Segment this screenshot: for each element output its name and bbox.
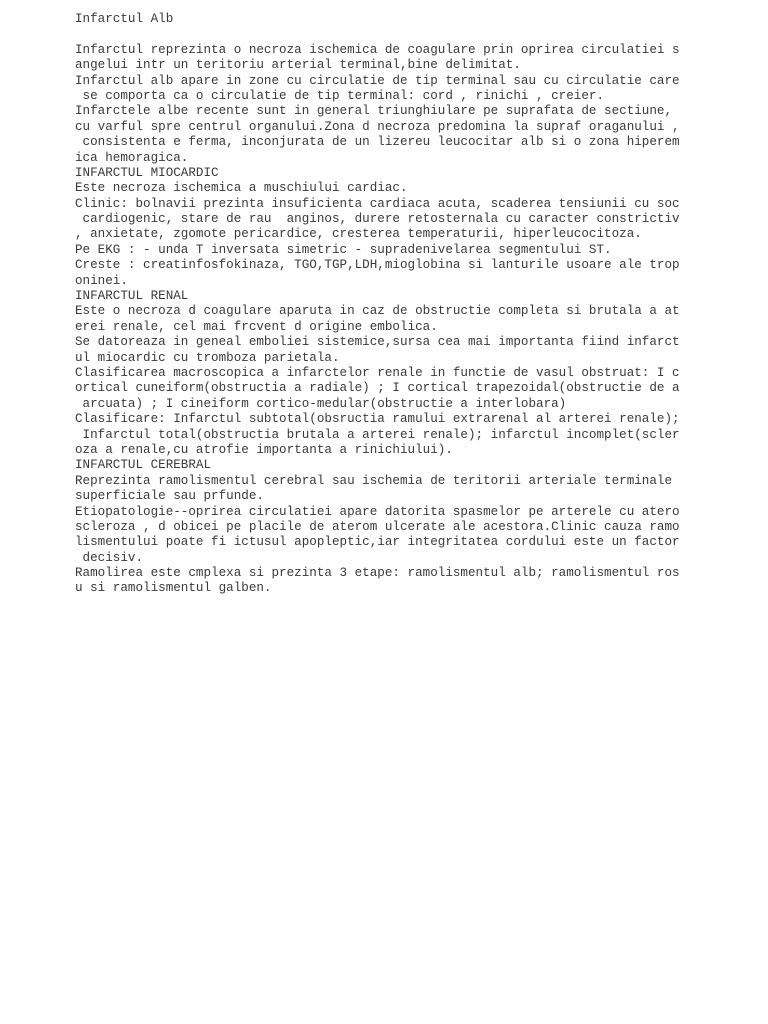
text-line: Clinic: bolnavii prezinta insuficienta cardiaca acuta, scaderea tensiunii cu soc: [75, 196, 680, 211]
text-line: Creste : creatinfosfokinaza, TGO,TGP,LDH,mioglobina si lanturile usoare ale trop: [75, 258, 680, 273]
text-line: u si ramolismentul galben.: [75, 581, 272, 596]
text-line: cardiogenic, stare de rau anginos, durere retosternala cu caracter constrictiv: [75, 212, 680, 227]
text-line: scleroza , d obicei pe placile de aterom ulcerate ale acestora.Clinic cauza ramo: [75, 519, 680, 534]
text-line: , anxietate, zgomote pericardice, cresterea temperaturii, hiperleucocitoza.: [75, 227, 642, 242]
text-line: ortical cuneiform(obstructia a radiale) ; I cortical trapezoidal(obstructie de a: [75, 381, 680, 396]
text-line: angelui intr un teritoriu arterial terminal,bine delimitat.: [75, 58, 521, 73]
text-line: consistenta e ferma, inconjurata de un lizereu leucocitar alb si o zona hiperem: [75, 135, 680, 150]
blank-line: [75, 27, 685, 42]
text-line: lismentului poate fi ictusul apopleptic,iar integritatea cordului este un factor: [75, 535, 680, 550]
section-heading-miocardic: INFARCTUL MIOCARDIC: [75, 165, 219, 180]
text-line: Clasificarea macroscopica a infarctelor renale in functie de vasul obstruat: I c: [75, 365, 680, 380]
text-line: Ramolirea este cmplexa si prezinta 3 etape: ramolismentul alb; ramolismentul ros: [75, 566, 680, 581]
text-line: ica hemoragica.: [75, 150, 189, 165]
text-line: cu varful spre centrul organului.Zona d necroza predomina la supraf oraganului ,: [75, 119, 680, 134]
text-line: Reprezinta ramolismentul cerebral sau ischemia de teritorii arteriale terminale: [75, 473, 673, 488]
text-line: Infarctele albe recente sunt in general triunghiulare pe suprafata de sectiune,: [75, 104, 673, 119]
text-line: Pe EKG : - unda T inversata simetric - supradenivelarea segmentului ST.: [75, 242, 612, 257]
text-line: Infarctul reprezinta o necroza ischemica de coagulare prin oprirea circulatiei s: [75, 42, 680, 57]
text-line: arcuata) ; I cineiform cortico-medular(obstructie a interlobara): [75, 396, 567, 411]
text-line: oza a renale,cu atrofie importanta a rinichiului).: [75, 442, 453, 457]
text-line: se comporta ca o circulatie de tip terminal: cord , rinichi , creier.: [75, 88, 605, 103]
document-page: [75, 12, 685, 597]
text-line: ul miocardic cu tromboza parietala.: [75, 350, 340, 365]
text-line: Este necroza ischemica a muschiului cardiac.: [75, 181, 408, 196]
text-line: Infarctul alb apare in zone cu circulatie de tip terminal sau cu circulatie care: [75, 73, 680, 88]
text-line: erei renale, cel mai frcvent d origine embolica.: [75, 319, 438, 334]
document-title: Infarctul Alb: [75, 12, 174, 26]
section-heading-renal: INFARCTUL RENAL: [75, 289, 189, 304]
text-line: Se datoreaza in geneal emboliei sistemice,sursa cea mai importanta fiind infarct: [75, 335, 680, 350]
text-line: Clasificare: Infarctul subtotal(obsructia ramului extrarenal al arterei renale);: [75, 412, 680, 427]
text-line: superficiale sau prfunde.: [75, 489, 264, 504]
text-line: oninei.: [75, 273, 128, 288]
section-heading-cerebral: INFARCTUL CEREBRAL: [75, 458, 212, 473]
text-line: Etiopatologie--oprirea circulatiei apare datorita spasmelor pe arterele cu atero: [75, 504, 680, 519]
text-line: decisiv.: [75, 550, 144, 565]
text-line: Este o necroza d coagulare aparuta in caz de obstructie completa si brutala a at: [75, 304, 680, 319]
text-line: Infarctul total(obstructia brutala a arterei renale); infarctul incomplet(scler: [75, 427, 680, 442]
